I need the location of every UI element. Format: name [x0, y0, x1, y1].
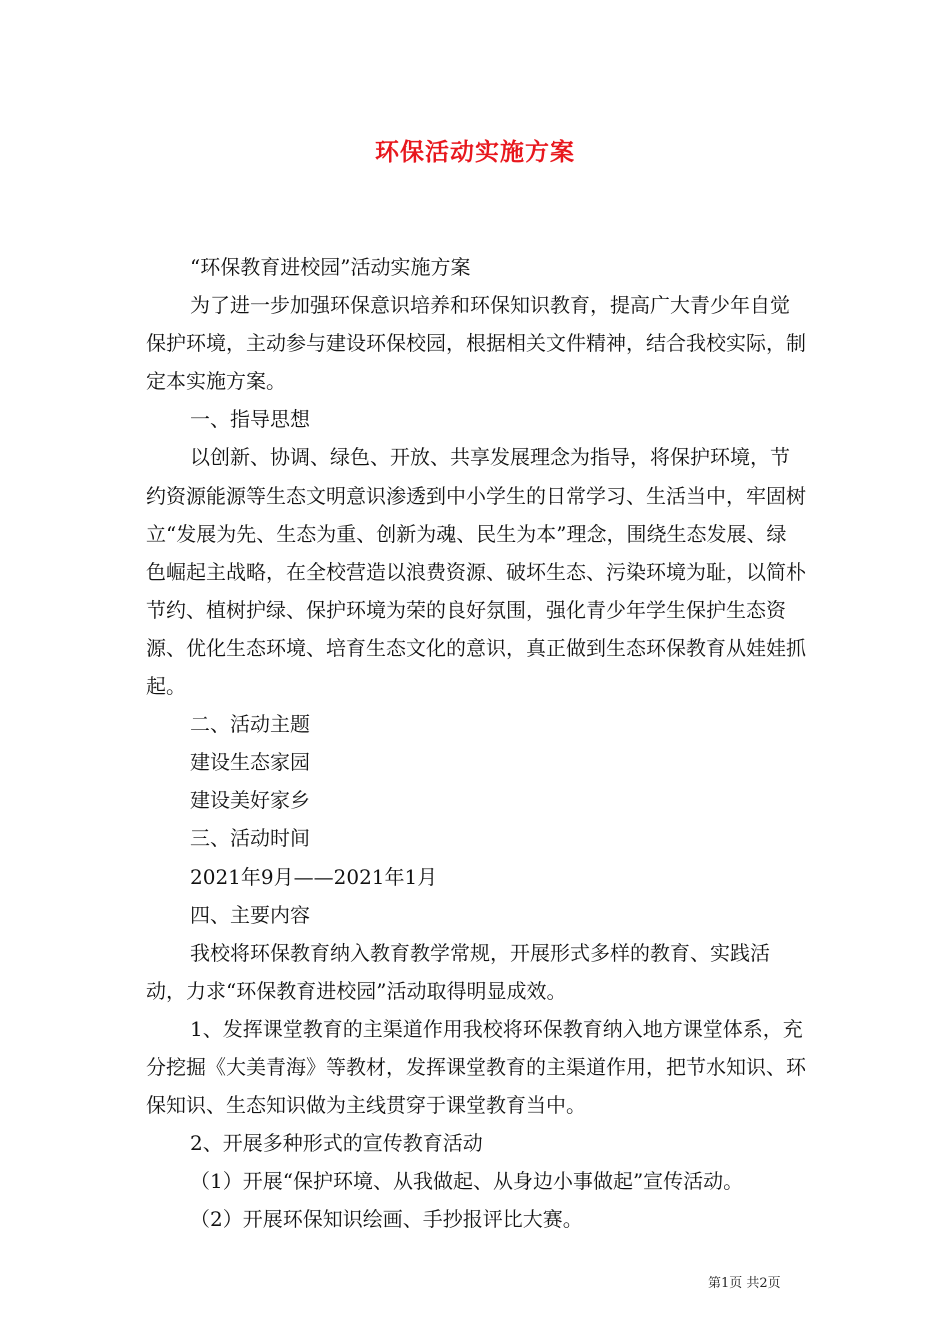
- document-title: 环保活动实施方案: [375, 138, 575, 166]
- paragraph-subtitle: “环保教育进校园”活动实施方案: [190, 255, 471, 279]
- document-body: [146, 248, 806, 1238]
- theme-item-1: 建设生态家园: [190, 750, 310, 775]
- paragraph-intro: 为了进一步加强环保意识培养和环保知识教育，提高广大青少年自觉保护环境，主动参与建设环保校园，根据相关文件精神，结合我校实际，制定本实施方案。: [146, 293, 806, 394]
- activity-time: 2021年9月——2021年1月: [190, 864, 438, 889]
- section-heading-guiding-thought: 一、指导思想: [190, 407, 310, 432]
- activity-item-1: （1）开展“保护环境、从我做起、从身边小事做起”宣传活动。: [190, 1169, 744, 1194]
- section-heading-theme: 二、活动主题: [190, 712, 310, 737]
- activity-item-2: （2）开展环保知识绘画、手抄报评比大赛。: [190, 1207, 583, 1232]
- section-heading-content: 四、主要内容: [190, 902, 310, 927]
- page-number: 第1页 共2页: [708, 1276, 781, 1291]
- paragraph-activities: 2、开展多种形式的宣传教育活动: [190, 1131, 483, 1156]
- section-heading-time: 三、活动时间: [190, 826, 310, 851]
- paragraph-content-intro: 我校将环保教育纳入教育教学常规，开展形式多样的教育、实践活动，力求“环保教育进校园”活动取得明显成效。: [146, 940, 770, 1003]
- paragraph-classroom: 1、发挥课堂教育的主渠道作用我校将环保教育纳入地方课堂体系，充分挖掘《大美青海》等教材，发挥课堂教育的主渠道作用，把节水知识、环保知识、生态知识做为主线贯穿于课堂教育当中。: [146, 1016, 806, 1118]
- theme-item-2: 建设美好家乡: [190, 788, 310, 813]
- paragraph-guiding-thought: 以创新、协调、绿色、开放、共享发展理念为指导，将保护环境，节约资源能源等生态文明意识渗透到中小学生的日常学习、生活当中，牢固树立“发展为先、生态为重、创新为魂、民生为本”理念，围绕生态发展、绿色崛起主战略，在全校营造以浪费资源、破坏生态、污染环境为耻，以简朴节约、植树护绿、保护环境为荣的良好氛围，强化青少年学生保护生态资源、优化生态环境、培育生态文化的意识，真正做到生态环保教育从娃娃抓起。: [146, 445, 806, 699]
